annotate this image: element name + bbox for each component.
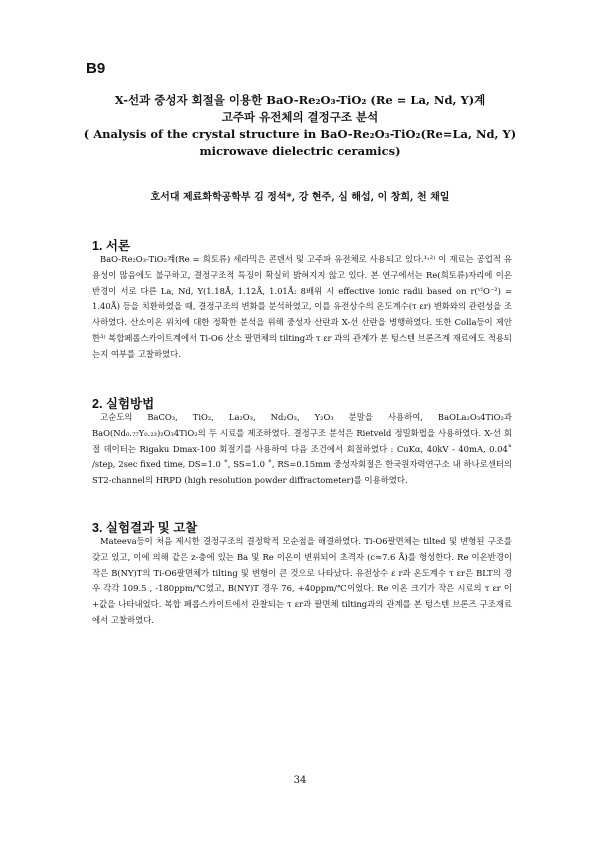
section-body-results xyxy=(92,534,512,629)
section-body-methods xyxy=(92,410,512,489)
title-line-4: microwave dielectric ceramics) xyxy=(199,144,401,158)
title-line-3: ( Analysis of the crystal structure in BaO-Re₂O₃-TiO₂(Re=La, Nd, Y) xyxy=(83,127,517,141)
section-heading-results: 3. 실험결과 및 고찰 xyxy=(92,521,198,535)
paragraph: 고순도의 BaCO₃, TiO₂, La₂O₃, Nd₂O₃, Y₂O₃ 분말을 사용하여, BaOLa₂O₃4TiO₂과 BaO(Nd₀.₇₇Y₀.₂₃)₂O₃4TiO₂의 두 시료를 제조하였다. 결정구조 분석은 Rietveld 정밀화법을 사용하였다. X-선 회절 데이터는 Rigaku Dmax-100 회절기를 사용하여 다음 조건에서 회절하였다 : CuKα, 40kV - 40mA, 0.04˚ /step, 2sec fixed time, DS=1.0 ˚, SS=1.0 ˚, RS=0.15mm 중성자회절은 한국원자력연구소 내 하나로센터의 ST2-channel의 HRPD (high resolution powder diffractometer)를 이용하였다. xyxy=(92,412,512,486)
section-body-introduction xyxy=(92,252,512,363)
section-heading-methods: 2. 실험방법 xyxy=(92,397,155,411)
title-line-1: X-선과 중성자 회절을 이용한 BaO-Re₂O₃-TiO₂ (Re = La, Nd, Y)계 xyxy=(114,93,486,107)
author-line: 호서대 제료화학공학부 김 정석*, 강 현주, 심 해섭, 이 창희, 천 채일 xyxy=(150,192,450,203)
paragraph: Mateeva등이 처음 제시한 결정구조의 결정학적 모순점을 해결하였다. Ti-O6팔면체는 tilted 및 변형된 구조를 갖고 있고, 이에 의해 같은 z-층에 있는 Ba 및 Re 이온이 변위되어 초격자 (c≈7.6 Å)를 형성한다. Re 이온반경이 작은 B(NY)T의 Ti-O6팔면체가 tilting 및 변형이 큰 것으로 나타났다. 유전상수 ε r과 온도계수 τ εr은 BLT의 경우 각각 109.5 , -180ppm/℃였고, B(NY)T 경우 76, +40ppm/℃이었다. Re 이온 크기가 작은 시료의 τ εr 이 +값을 나타내었다. 복합 페롭스카이트에서 관찰되는 τ εr과 팔면체 tilting과의 관계를 본 텅스텐 브론즈 구조재료에서 고찰하였다. xyxy=(92,536,512,625)
paper-code: B9 xyxy=(86,60,106,77)
section-heading-introduction: 1. 서론 xyxy=(92,239,131,253)
title-line-2: 고주파 유전체의 결정구조 분석 xyxy=(221,110,379,124)
paper-title xyxy=(80,92,520,160)
paragraph: BaO-Re₂O₃-TiO₂계(Re = 희토류) 세라믹은 콘덴서 및 고주파 유전체로 사용되고 있다.¹˒²⁾ 이 재료는 공업적 유용성이 많음에도 불구하고, 결정구조적 특징이 확실히 밝혀지지 않고 있다. 본 연구에서는 Re(희토류)자리에 이온 반경이 서로 다른 La, Nd, Y(1.18Å, 1.12Å, 1.01Å: 8배위 시 effective ionic radii based on r(ᵛᴵO⁻²) = 1.40Å) 등을 치환하였을 때, 결정구조의 변화를 분석하였고, 이를 유전상수의 온도계수(τ εr) 변화와의 관련성을 조사하였다. 산소이온 위치에 대한 정확한 분석을 위해 중성자 산란과 X-선 산란을 병행하였다. 또한 Colla등이 제안한³⁾ 복합페롭스카이트계에서 Ti-O6 산소 팔면체의 tilting과 τ εr 과의 관계가 본 텅스텐 브론즈계 재료에도 적용되는지 여부를 고찰하였다. xyxy=(92,254,512,359)
page-number: 34 xyxy=(293,775,307,786)
